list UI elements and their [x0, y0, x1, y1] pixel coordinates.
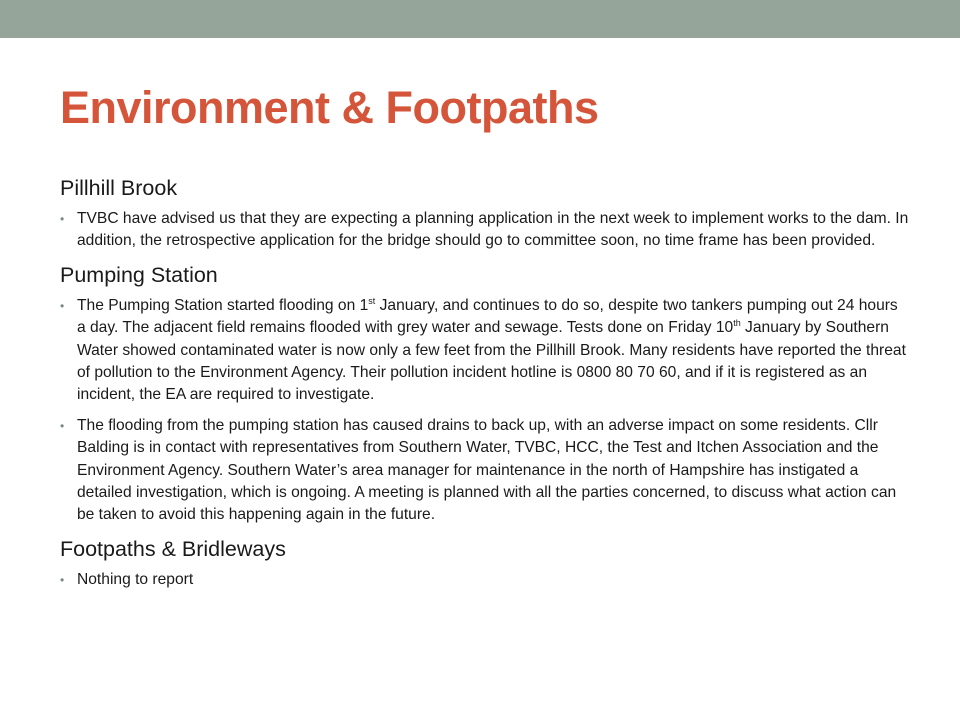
bullet-text: The Pumping Station started flooding on 1 [77, 296, 369, 314]
bullet-item [60, 295, 910, 407]
slide-content [60, 174, 910, 599]
section-heading: Footpaths & Bridleways [60, 536, 286, 561]
section-pumping-station [60, 261, 910, 527]
bullet-text: Nothing to report [77, 570, 194, 588]
section-pillhill-brook [60, 174, 910, 253]
bullet-text: January, and continues to do so, despite two tankers pumping out 24 hours a day. The adjacent field remains flooded with grey water and sewage. Tests done on Friday 10 [77, 296, 898, 337]
section-footpaths-bridleways [60, 535, 910, 591]
top-color-band [0, 0, 960, 38]
bullet-item [60, 569, 910, 591]
bullet-list [60, 208, 910, 253]
section-heading: Pillhill Brook [60, 176, 178, 200]
bullet-list [60, 295, 910, 527]
bullet-text: January by Southern Water showed contaminated water is now only a few feet from the Pillhill Brook. Many residents have reported the threat of pollution to the Environment Agency. Their pollution incident hotline is 0800 80 70 60, and if it is registered as an incident, the EA are required to investigate. [77, 319, 906, 404]
bullet-text: TVBC have advised us that they are expecting a planning application in the next week to implement works to the dam. In addition, the retrospective application for the bridge should go to committee soon, no time frame has been provided. [77, 210, 909, 250]
bullet-text: The flooding from the pumping station has caused drains to back up, with an adverse impact on some residents. Cllr Balding is in contact with representatives from Southern Water, TVBC, HCC, the Test and Itchen Association and the Environment Agency. Southern Water’s area manager for maintenance in the north of Hampshire has instigated a detailed investigation, which is ongoing. A meeting is planned with all the parties concerned, to discuss what action can be taken to avoid this happening again in the future. [77, 416, 897, 524]
bullet-item [60, 208, 910, 253]
ordinal-suffix: th [733, 318, 741, 329]
bullet-list [60, 569, 910, 591]
section-heading: Pumping Station [60, 262, 218, 287]
bullet-item [60, 415, 910, 527]
ordinal-suffix: st [368, 295, 376, 306]
slide-title: Environment & Footpaths [60, 82, 599, 133]
